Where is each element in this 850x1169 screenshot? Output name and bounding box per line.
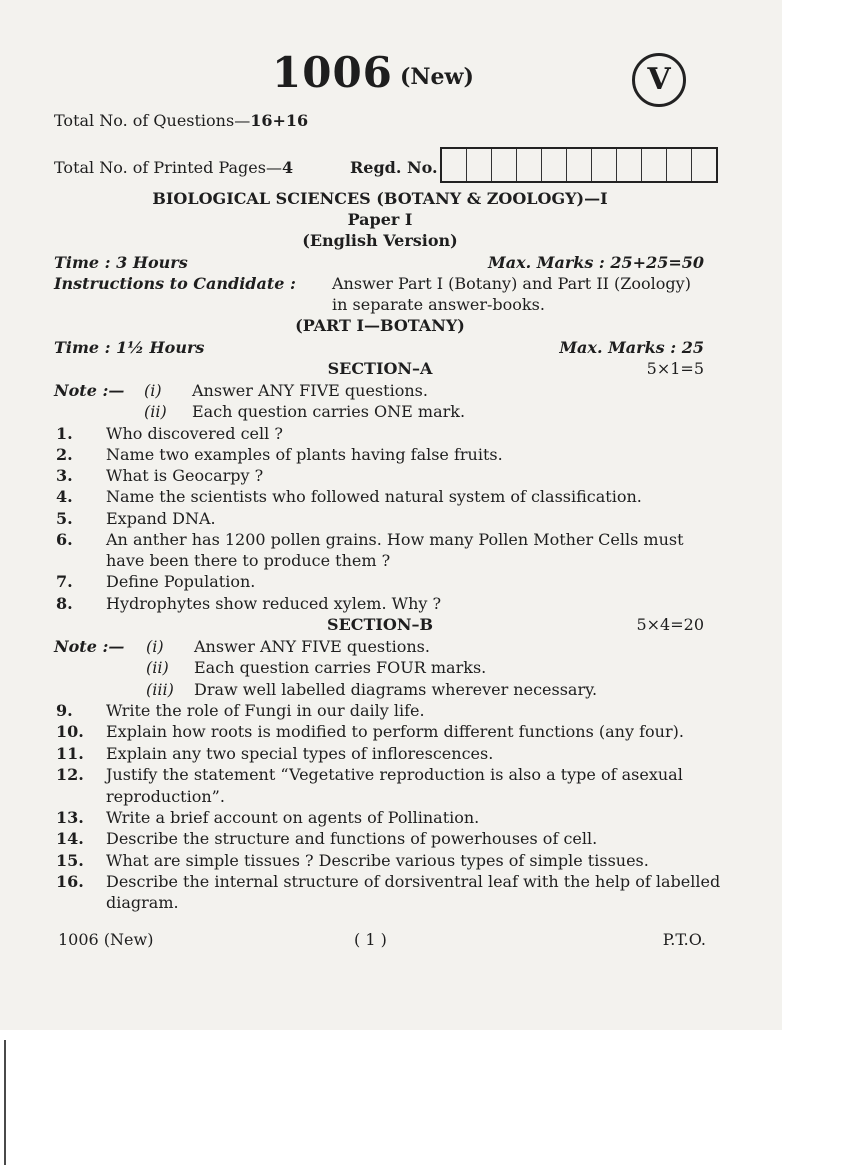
page-edge-line	[4, 1040, 6, 1165]
question-text: Expand DNA.	[106, 509, 216, 528]
question-text: Explain how roots is modified to perform different functions (any four).	[106, 722, 684, 741]
question-number: 4.	[56, 487, 73, 506]
question-number: 15.	[56, 851, 84, 870]
footer-pto: P.T.O.	[662, 930, 706, 949]
section-b-note-text: Answer ANY FIVE questions.	[194, 637, 430, 656]
subject-title: BIOLOGICAL SCIENCES (BOTANY & ZOOLOGY)—I	[152, 189, 608, 208]
section-a-note-label: Note :—	[54, 381, 125, 400]
instructions-line-1: Answer Part I (Botany) and Part II (Zoology)	[332, 274, 691, 293]
total-questions	[54, 111, 308, 130]
section-a-note-num: (i)	[144, 381, 162, 400]
section-a-marks: 5×1=5	[646, 359, 704, 378]
question-number: 1.	[56, 424, 73, 443]
section-a-note-num: (ii)	[144, 402, 167, 421]
total-questions-label: Total No. of Questions—	[54, 111, 251, 130]
question-text: Hydrophytes show reduced xylem. Why ?	[106, 594, 442, 613]
question-text: What is Geocarpy ?	[106, 466, 264, 485]
part-time: Time : 1½ Hours	[54, 338, 205, 357]
question-text: Describe the structure and functions of powerhouses of cell.	[106, 829, 598, 848]
question-text-continued: diagram.	[106, 893, 179, 912]
question-number: 14.	[56, 829, 84, 848]
question-text-continued: reproduction”.	[106, 787, 225, 806]
part-title: (PART I—BOTANY)	[295, 316, 465, 335]
version-tag: (New)	[400, 64, 474, 90]
footer-paper-code: 1006 (New)	[58, 930, 154, 949]
question-text: Define Population.	[106, 572, 256, 591]
question-text: Explain any two special types of inflorescences.	[106, 744, 494, 763]
question-text: Name the scientists who followed natural system of classification.	[106, 487, 642, 506]
question-number: 12.	[56, 765, 84, 784]
section-b-note-num: (i)	[146, 637, 164, 656]
instructions-line-2: in separate answer-books.	[332, 295, 545, 314]
question-number: 13.	[56, 808, 84, 827]
question-number: 7.	[56, 572, 73, 591]
question-text: Write the role of Fungi in our daily life.	[106, 701, 425, 720]
total-questions-value: 16+16	[250, 111, 309, 130]
section-b-marks: 5×4=20	[636, 615, 704, 634]
section-b-title: SECTION–B	[327, 615, 433, 634]
version-title: (English Version)	[302, 231, 458, 250]
question-number: 16.	[56, 872, 84, 891]
section-b-note-num: (iii)	[146, 680, 174, 699]
time-total: Time : 3 Hours	[54, 253, 188, 272]
question-text: Write a brief account on agents of Pollination.	[106, 808, 480, 827]
question-text-continued: have been there to produce them ?	[106, 551, 391, 570]
question-number: 10.	[56, 722, 84, 741]
question-number: 2.	[56, 445, 73, 464]
question-number: 5.	[56, 509, 73, 528]
question-number: 8.	[56, 594, 73, 613]
paper-title: Paper I	[347, 210, 413, 229]
question-text: Who discovered cell ?	[106, 424, 283, 443]
section-b-note-text: Each question carries FOUR marks.	[194, 658, 487, 677]
section-a-title: SECTION–A	[327, 359, 433, 378]
question-number: 6.	[56, 530, 73, 549]
scan-margin	[0, 1030, 850, 1169]
question-text: Name two examples of plants having false fruits.	[106, 445, 503, 464]
instructions-label: Instructions to Candidate :	[54, 274, 296, 293]
printed-pages-label: Total No. of Printed Pages—	[54, 158, 282, 177]
question-number: 11.	[56, 744, 84, 763]
section-b-note-text: Draw well labelled diagrams wherever necessary.	[194, 680, 598, 699]
max-marks-total: Max. Marks : 25+25=50	[487, 253, 704, 272]
question-text: An anther has 1200 pollen grains. How many Pollen Mother Cells must	[106, 530, 684, 549]
question-text: Describe the internal structure of dorsiventral leaf with the help of labelled	[106, 872, 721, 891]
part-max-marks: Max. Marks : 25	[559, 338, 704, 357]
set-letter-badge: V	[632, 53, 686, 107]
question-text: What are simple tissues ? Describe various types of simple tissues.	[106, 851, 649, 870]
question-number: 9.	[56, 701, 73, 720]
section-b-note-label: Note :—	[54, 637, 125, 656]
question-text: Justify the statement “Vegetative reproduction is also a type of asexual	[106, 765, 683, 784]
section-a-note-text: Answer ANY FIVE questions.	[192, 381, 428, 400]
section-a-note-text: Each question carries ONE mark.	[192, 402, 466, 421]
question-number: 3.	[56, 466, 73, 485]
regd-number-boxes[interactable]	[440, 147, 718, 183]
printed-pages-value: 4	[281, 158, 294, 177]
regd-label: Regd. No.	[350, 158, 438, 177]
section-b-note-num: (ii)	[146, 658, 169, 677]
paper-code: 1006	[272, 48, 393, 97]
printed-pages	[54, 158, 293, 177]
footer-page-number: ( 1 )	[354, 930, 387, 949]
